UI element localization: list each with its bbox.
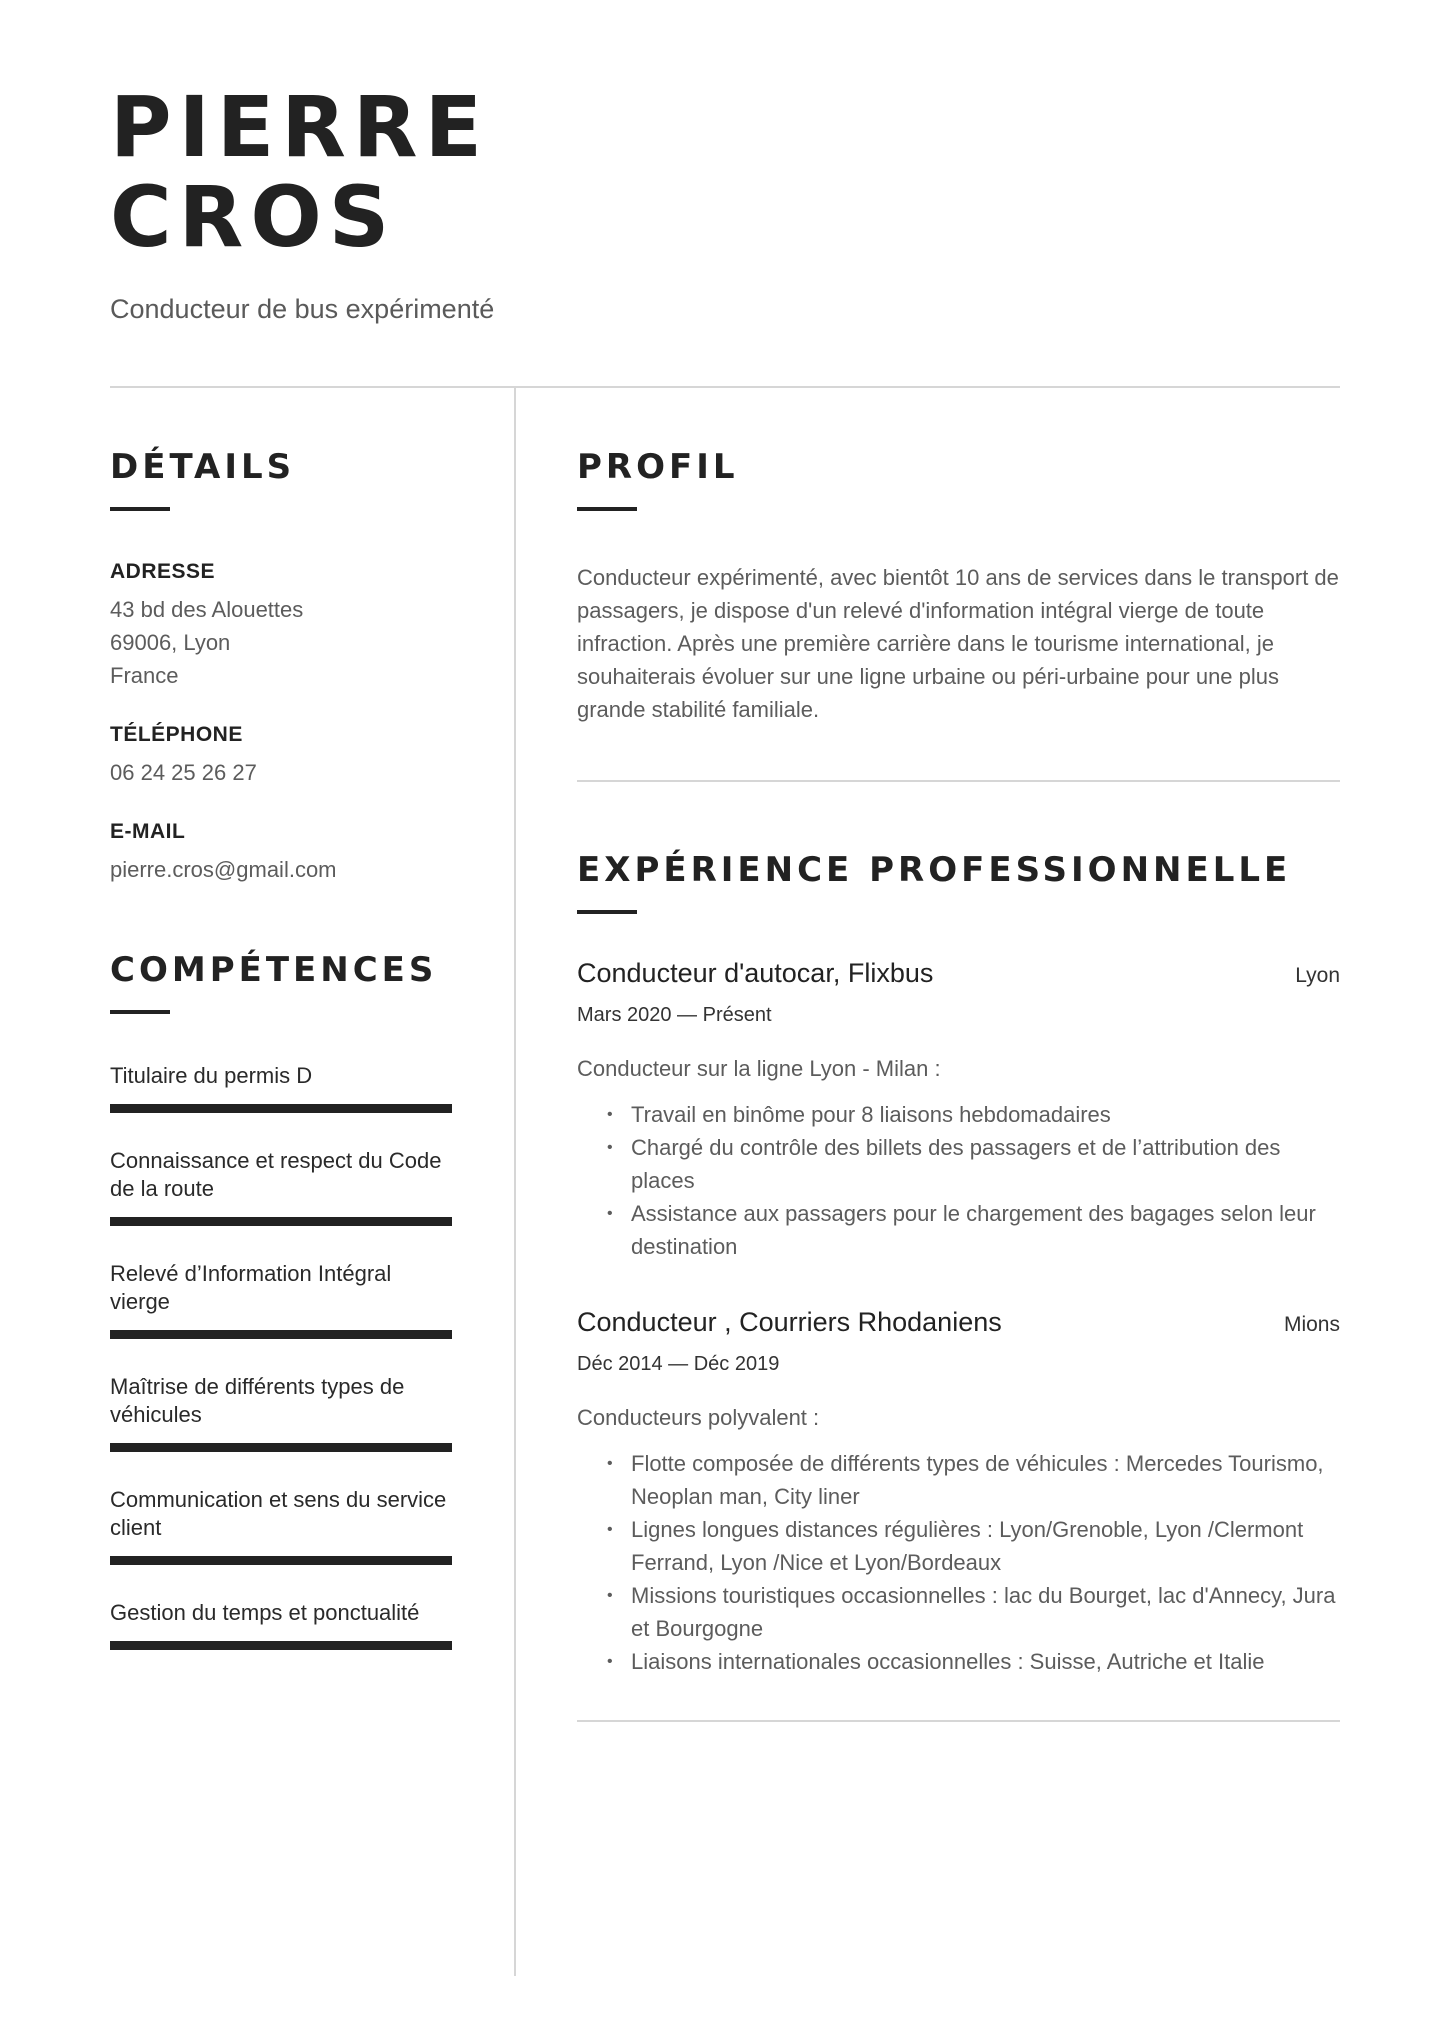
- job-entry: [577, 956, 1340, 1263]
- bullet-text: Missions touristiques occasionnelles : lac du Bourget, lac d'Annecy, Jura et Bourgogne: [631, 1583, 1336, 1641]
- email-value[interactable]: pierre.cros@gmail.com: [110, 857, 337, 882]
- skill-level-bar: [110, 1104, 452, 1113]
- bullet-text: Travail en binôme pour 8 liaisons hebdomadaires: [631, 1102, 1111, 1127]
- column-divider: [514, 388, 516, 1976]
- job-position: Conducteur , Courriers Rhodaniens: [577, 1307, 1002, 1337]
- job-bullet: [577, 1098, 1340, 1131]
- details-section: [110, 559, 455, 886]
- skills-heading: COMPÉTENCES: [110, 950, 438, 990]
- job-bullet: [577, 1131, 1340, 1197]
- profile-text: Conducteur expérimenté, avec bientôt 10 ans de services dans le transport de passagers, je dispose d'un relevé d'information intégral vierge de toute infraction. Après une première carrière dans le tourisme international, je souhaiterais évoluer sur une ligne urbaine ou péri-urbaine pour une plus grande stabilité familiale.: [577, 565, 1339, 722]
- job-bullet: [577, 1579, 1340, 1645]
- skill-name: Maîtrise de différents types de véhicules: [110, 1374, 405, 1427]
- address-line: France: [110, 663, 179, 688]
- header-divider: [110, 386, 1340, 388]
- job-bullets: [577, 1098, 1340, 1263]
- profile-divider: [577, 780, 1340, 782]
- job-header: [577, 1305, 1340, 1339]
- bullet-icon: •: [607, 1106, 613, 1123]
- bullet-text: Lignes longues distances régulières : Lyon/Grenoble, Lyon /Clermont Ferrand, Lyon /Nice et Lyon/Bordeaux: [631, 1517, 1304, 1575]
- job-position: Conducteur d'autocar, Flixbus: [577, 958, 934, 988]
- skill-name: Titulaire du permis D: [110, 1063, 313, 1088]
- skill-level-bar: [110, 1556, 452, 1565]
- skill-level-bar: [110, 1217, 452, 1226]
- experience-section: [577, 848, 1340, 1722]
- job-bullet: [577, 1447, 1340, 1513]
- profile-heading: PROFIL: [577, 447, 739, 487]
- bullet-icon: •: [607, 1587, 613, 1604]
- bullet-text: Chargé du contrôle des billets des passagers et de l’attribution des places: [631, 1135, 1281, 1193]
- skills-section: [110, 948, 455, 1650]
- email-group: [110, 819, 455, 886]
- skill-name: Communication et sens du service client: [110, 1487, 447, 1540]
- skill-level-bar: [110, 1443, 452, 1452]
- skill-level-bar: [110, 1641, 452, 1650]
- skill-name: Connaissance et respect du Code de la route: [110, 1148, 442, 1201]
- first-name: PIERRE: [110, 78, 489, 176]
- skill-name: Gestion du temps et ponctualité: [110, 1600, 420, 1625]
- address-line: 69006, Lyon: [110, 630, 231, 655]
- phone-label: TÉLÉPHONE: [110, 723, 243, 746]
- skill-item: [110, 1373, 455, 1452]
- bullet-icon: •: [607, 1455, 613, 1472]
- skill-item: [110, 1147, 455, 1226]
- bullet-icon: •: [607, 1139, 613, 1156]
- candidate-name: [110, 78, 489, 266]
- job-dates: Déc 2014 — Déc 2019: [577, 1353, 780, 1375]
- job-title: Conducteur de bus expérimenté: [110, 294, 495, 324]
- skill-item: [110, 1486, 455, 1565]
- last-name: CROS: [110, 168, 397, 266]
- details-heading-bar: [110, 507, 170, 511]
- job-bullet: [577, 1645, 1340, 1678]
- address-line: 43 bd des Alouettes: [110, 597, 304, 622]
- skill-item: [110, 1062, 455, 1113]
- experience-heading-bar: [577, 910, 637, 914]
- details-heading: DÉTAILS: [110, 447, 296, 487]
- bullet-text: Assistance aux passagers pour le chargement des bagages selon leur destination: [631, 1201, 1316, 1259]
- bullet-icon: •: [607, 1521, 613, 1538]
- profile-heading-bar: [577, 507, 637, 511]
- job-bullets: [577, 1447, 1340, 1678]
- experience-heading: EXPÉRIENCE PROFESSIONNELLE: [577, 850, 1292, 890]
- phone-group: [110, 722, 455, 789]
- right-column: [577, 445, 1340, 1722]
- job-bullet: [577, 1513, 1340, 1579]
- skill-item: [110, 1260, 455, 1339]
- skills-list: [110, 1062, 455, 1650]
- bullet-icon: •: [607, 1205, 613, 1222]
- address-label: ADRESSE: [110, 560, 216, 583]
- experience-divider: [577, 1720, 1340, 1722]
- bullet-icon: •: [607, 1653, 613, 1670]
- job-header: [577, 956, 1340, 990]
- job-city: Mions: [1283, 1313, 1340, 1336]
- bullet-text: Flotte composée de différents types de véhicules : Mercedes Tourismo, Neoplan man, City liner: [631, 1451, 1324, 1509]
- job-bullet: [577, 1197, 1340, 1263]
- skill-level-bar: [110, 1330, 452, 1339]
- job-entry: [577, 1305, 1340, 1678]
- job-intro: Conducteurs polyvalent :: [577, 1405, 820, 1430]
- job-city: Lyon: [1295, 964, 1340, 987]
- job-list: [577, 956, 1340, 1678]
- email-label: E-MAIL: [110, 820, 186, 843]
- job-intro: Conducteur sur la ligne Lyon - Milan :: [577, 1056, 941, 1081]
- bullet-text: Liaisons internationales occasionnelles : Suisse, Autriche et Italie: [631, 1649, 1265, 1674]
- phone-value: 06 24 25 26 27: [110, 760, 257, 785]
- skills-heading-bar: [110, 1010, 170, 1014]
- skill-name: Relevé d’Information Intégral vierge: [110, 1261, 392, 1314]
- skill-item: [110, 1599, 455, 1650]
- job-dates: Mars 2020 — Présent: [577, 1004, 772, 1026]
- address-group: [110, 559, 455, 692]
- left-column: [110, 445, 455, 1684]
